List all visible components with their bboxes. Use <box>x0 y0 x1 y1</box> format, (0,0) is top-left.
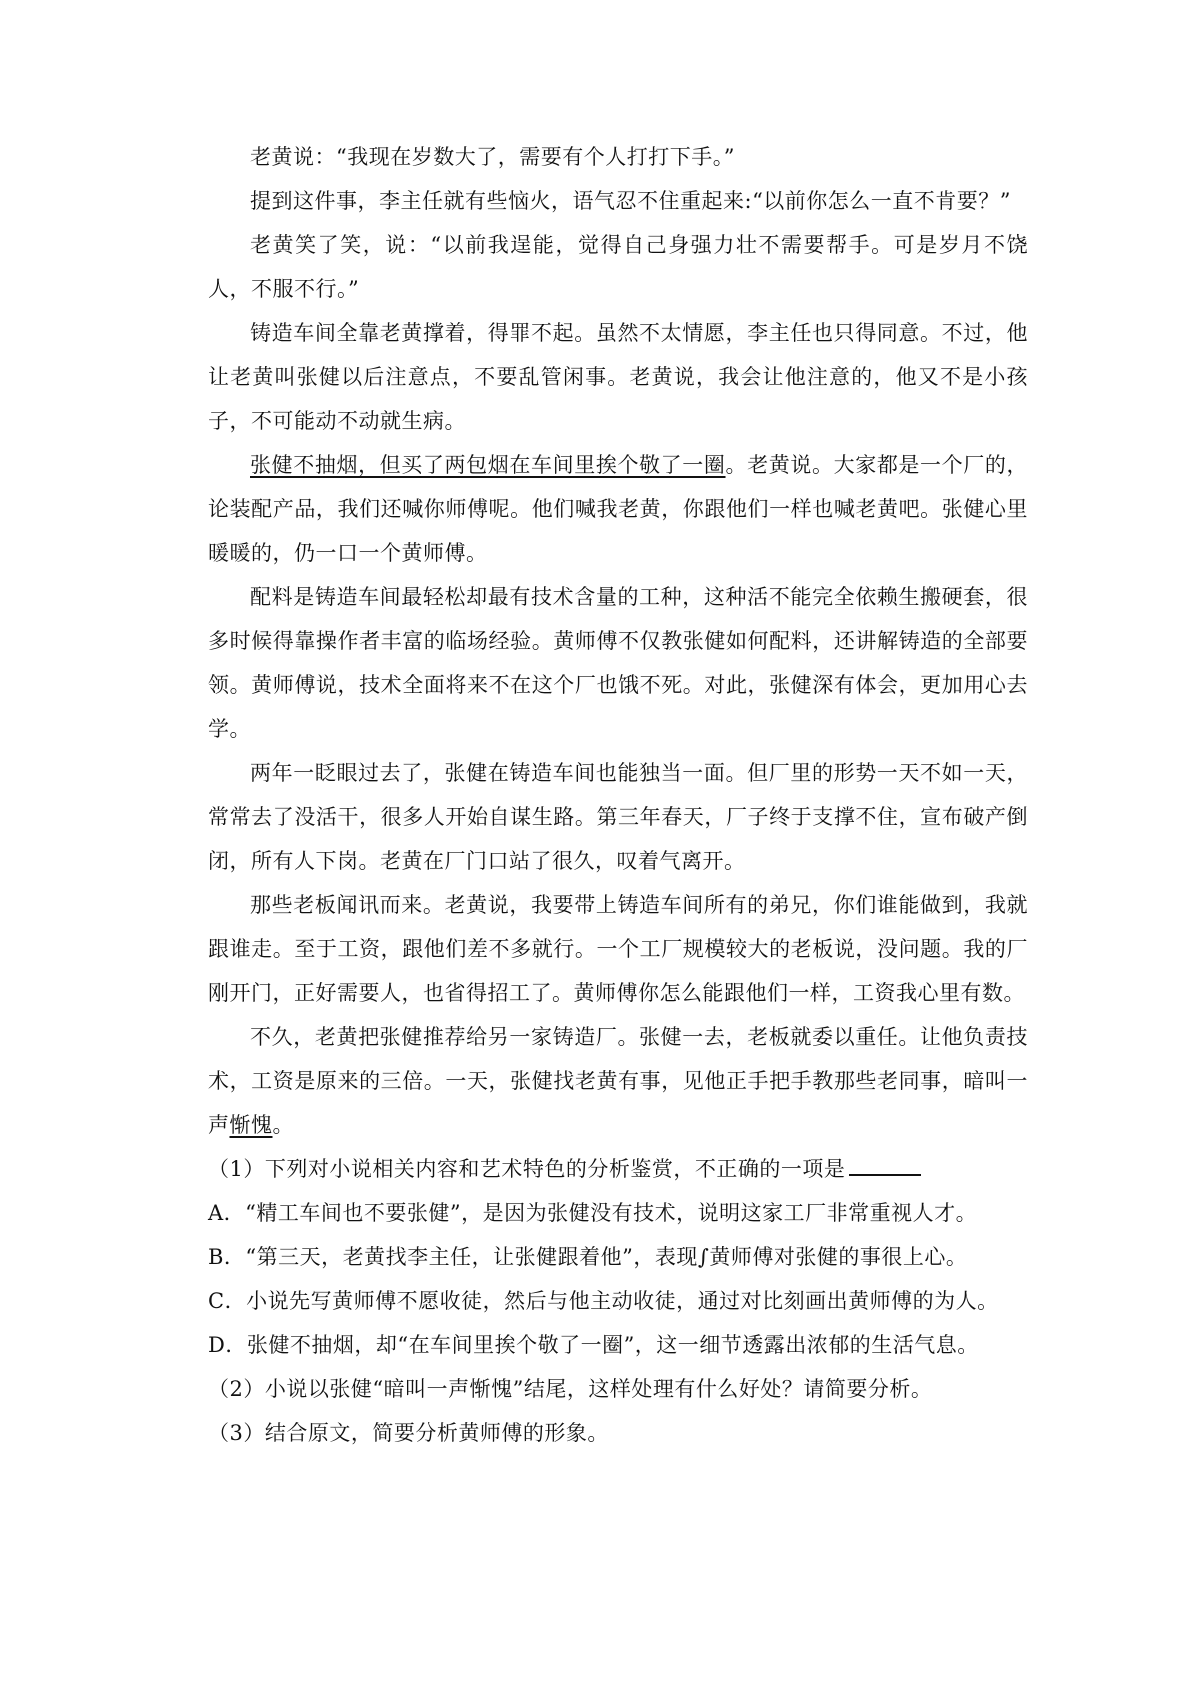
paragraph-4: 铸造车间全靠老黄撑着，得罪不起。虽然不太情愿，李主任也只得同意。不过，他让老黄叫张健以后注意点，不要乱管闲事。老黄说，我会让他注意的，他又不是小孩子，不可能动不动就生病。 <box>208 321 1028 433</box>
paragraph-2: 提到这件事，李主任就有些恼火，语气忍不住重起来:“以前你怎么一直不肯要？” <box>250 189 1012 213</box>
underlined-word: 惭愧 <box>229 1113 273 1137</box>
paragraph-5 <box>208 443 1028 575</box>
paragraph-9-end: 。 <box>272 1113 294 1137</box>
paragraph-6: 配料是铸造车间最轻松却最有技术含量的工种，这种活不能完全依赖生搬硬套，很多时候得靠操作者丰富的临场经验。黄师傅不仅教张健如何配料，还讲解铸造的全部要领。黄师傅说，技术全面将来不在这个厂也饿不死。对此，张健深有体会，更加用心去学。 <box>208 585 1028 741</box>
option-c: C．小说先写黄师傅不愿收徒，然后与他主动收徒，通过对比刻画出黄师傅的为人。 <box>208 1289 999 1313</box>
paragraph-8: 那些老板闻讯而来。老黄说，我要带上铸造车间所有的弟兄，你们谁能做到，我就跟谁走。至于工资，跟他们差不多就行。一个工厂规模较大的老板说，没问题。我的厂刚开门，正好需要人，也省得招工了。黄师傅你怎么能跟他们一样，工资我心里有数。 <box>208 893 1028 1005</box>
option-b: B．“第三天，老黄找李主任，让张健跟着他”，表现∫黄师傅对张健的事很上心。 <box>208 1245 968 1269</box>
underlined-sentence: 张健不抽烟，但买了两包烟在车间里挨个敬了一圈 <box>250 453 726 477</box>
answer-blank <box>849 1154 921 1176</box>
paragraph-5-rest: 。老黄说。大家都是一个厂的，论装配产品，我们还喊你师傅呢。他们喊我老黄，你跟他们一样也喊老黄吧。张健心里暖暖的，仍一口一个黄师傅。 <box>208 453 1029 565</box>
option-a: A．“精工车间也不要张健”，是因为张健没有技术，说明这家工厂非常重视人才。 <box>208 1201 978 1225</box>
paragraph-7: 两年一眨眼过去了，张健在铸造车间也能独当一面。但厂里的形势一天不如一天，常常去了没活干，很多人开始自谋生路。第三年春天，厂子终于支撑不住，宣布破产倒闭，所有人下岗。老黄在厂门口站了很久，叹着气离开。 <box>208 761 1028 873</box>
paragraph-9-text: 不久，老黄把张健推荐给另一家铸造厂。张健一去，老板就委以重任。让他负责技术，工资是原来的三倍。一天，张健找老黄有事，见他正手把手教那些老同事，暗叫一声 <box>208 1025 1028 1137</box>
question-1 <box>208 1147 1068 1191</box>
paragraph-9 <box>208 1015 1028 1147</box>
question-1-text: （1）下列对小说相关内容和艺术特色的分析鉴赏，不正确的一项是 <box>208 1157 846 1181</box>
question-2: （2）小说以张健“暗叫一声惭愧”结尾，这样处理有什么好处？请简要分析。 <box>208 1377 933 1401</box>
question-3: （3）结合原文，简要分析黄师傅的形象。 <box>208 1421 609 1445</box>
paragraph-3: 老黄笑了笑，说：“以前我逞能，觉得自己身强力壮不需要帮手。可是岁月不饶人，不服不行。” <box>208 233 1028 301</box>
paragraph-1: 老黄说：“我现在岁数大了，需要有个人打打下手。” <box>250 145 735 169</box>
option-d: D．张健不抽烟，却“在车间里挨个敬了一圈”，这一细节透露出浓郁的生活气息。 <box>208 1333 979 1357</box>
